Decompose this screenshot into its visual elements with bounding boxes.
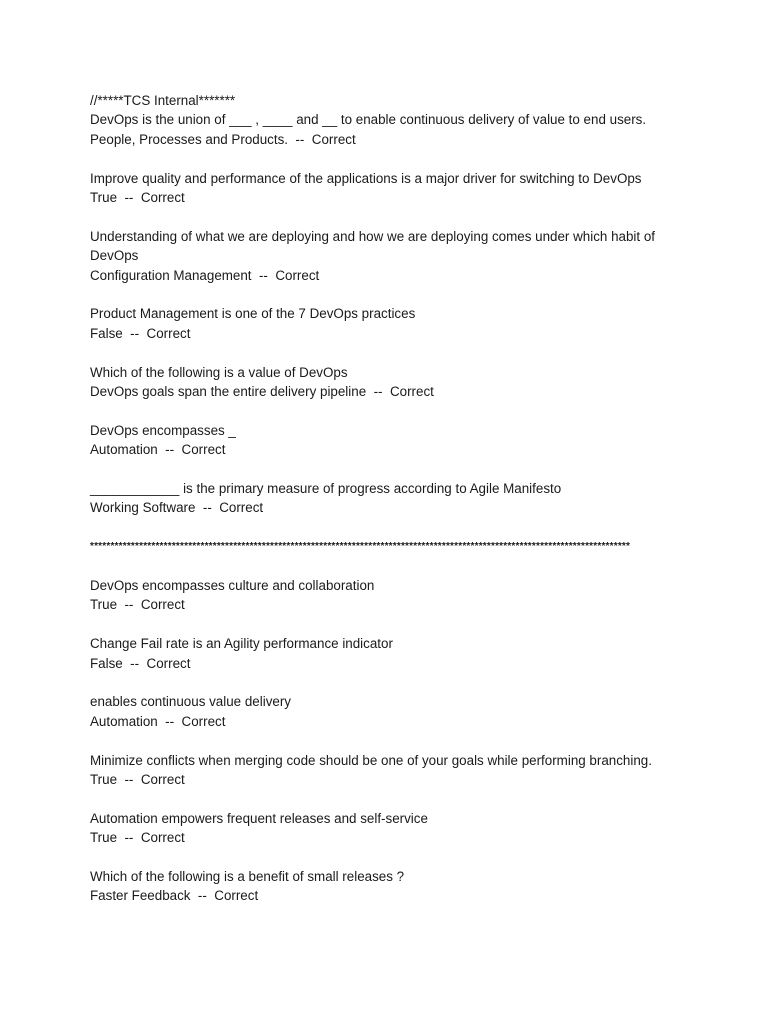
qa-item-5 [90, 363, 690, 402]
answer-text: False -- Correct [90, 325, 191, 341]
qa-item-6 [90, 421, 690, 460]
qa-item-10 [90, 692, 690, 731]
answer-text: True -- Correct [90, 830, 185, 846]
qa-item-9 [90, 634, 690, 673]
question-text: Which of the following is a benefit of small releases ? [90, 869, 405, 885]
answer-text: Working Software -- Correct [90, 500, 264, 516]
qa-item-11 [90, 751, 690, 790]
qa-item-4 [90, 304, 690, 343]
qa-item-3 [90, 227, 690, 285]
qa-item-2 [90, 169, 690, 208]
answer-text: True -- Correct [90, 597, 185, 613]
section-separator: ************************************************************************************************************************************ [90, 541, 631, 553]
answer-text: True -- Correct [90, 190, 185, 206]
document-header: //*****TCS Internal******* [90, 93, 236, 108]
answer-text: Faster Feedback -- Correct [90, 888, 259, 904]
answer-text: True -- Correct [90, 772, 185, 788]
question-text: DevOps encompasses culture and collaboration [90, 578, 375, 594]
answer-text: False -- Correct [90, 655, 191, 671]
qa-item-1 [90, 110, 690, 149]
qa-item-12 [90, 809, 690, 848]
question-text: DevOps is the union of ___ , ____ and __ to enable continuous delivery of value to end users. [90, 112, 647, 128]
question-text: enables continuous value delivery [90, 694, 291, 710]
qa-item-13 [90, 867, 690, 906]
question-text: Understanding of what we are deploying and how we are deploying comes under which habit of DevOps [90, 228, 655, 264]
question-text: Change Fail rate is an Agility performance indicator [90, 636, 393, 652]
question-text: Product Management is one of the 7 DevOps practices [90, 306, 416, 322]
question-text: Automation empowers frequent releases and self-service [90, 810, 428, 826]
question-text: Which of the following is a value of DevOps [90, 364, 348, 380]
question-text: DevOps encompasses _ [90, 422, 236, 438]
answer-text: Automation -- Correct [90, 713, 226, 729]
answer-text: People, Processes and Products. -- Correct [90, 131, 356, 147]
answer-text: Automation -- Correct [90, 442, 226, 458]
answer-text: Configuration Management -- Correct [90, 267, 320, 283]
question-text: ____________ is the primary measure of progress according to Agile Manifesto [90, 481, 562, 497]
document-page [90, 91, 690, 925]
question-text: Minimize conflicts when merging code should be one of your goals while performing branching. [90, 752, 652, 768]
qa-item-7 [90, 479, 690, 518]
question-text: Improve quality and performance of the applications is a major driver for switching to DevOps [90, 170, 642, 186]
qa-item-8 [90, 576, 690, 615]
answer-text: DevOps goals span the entire delivery pipeline -- Correct [90, 384, 434, 400]
